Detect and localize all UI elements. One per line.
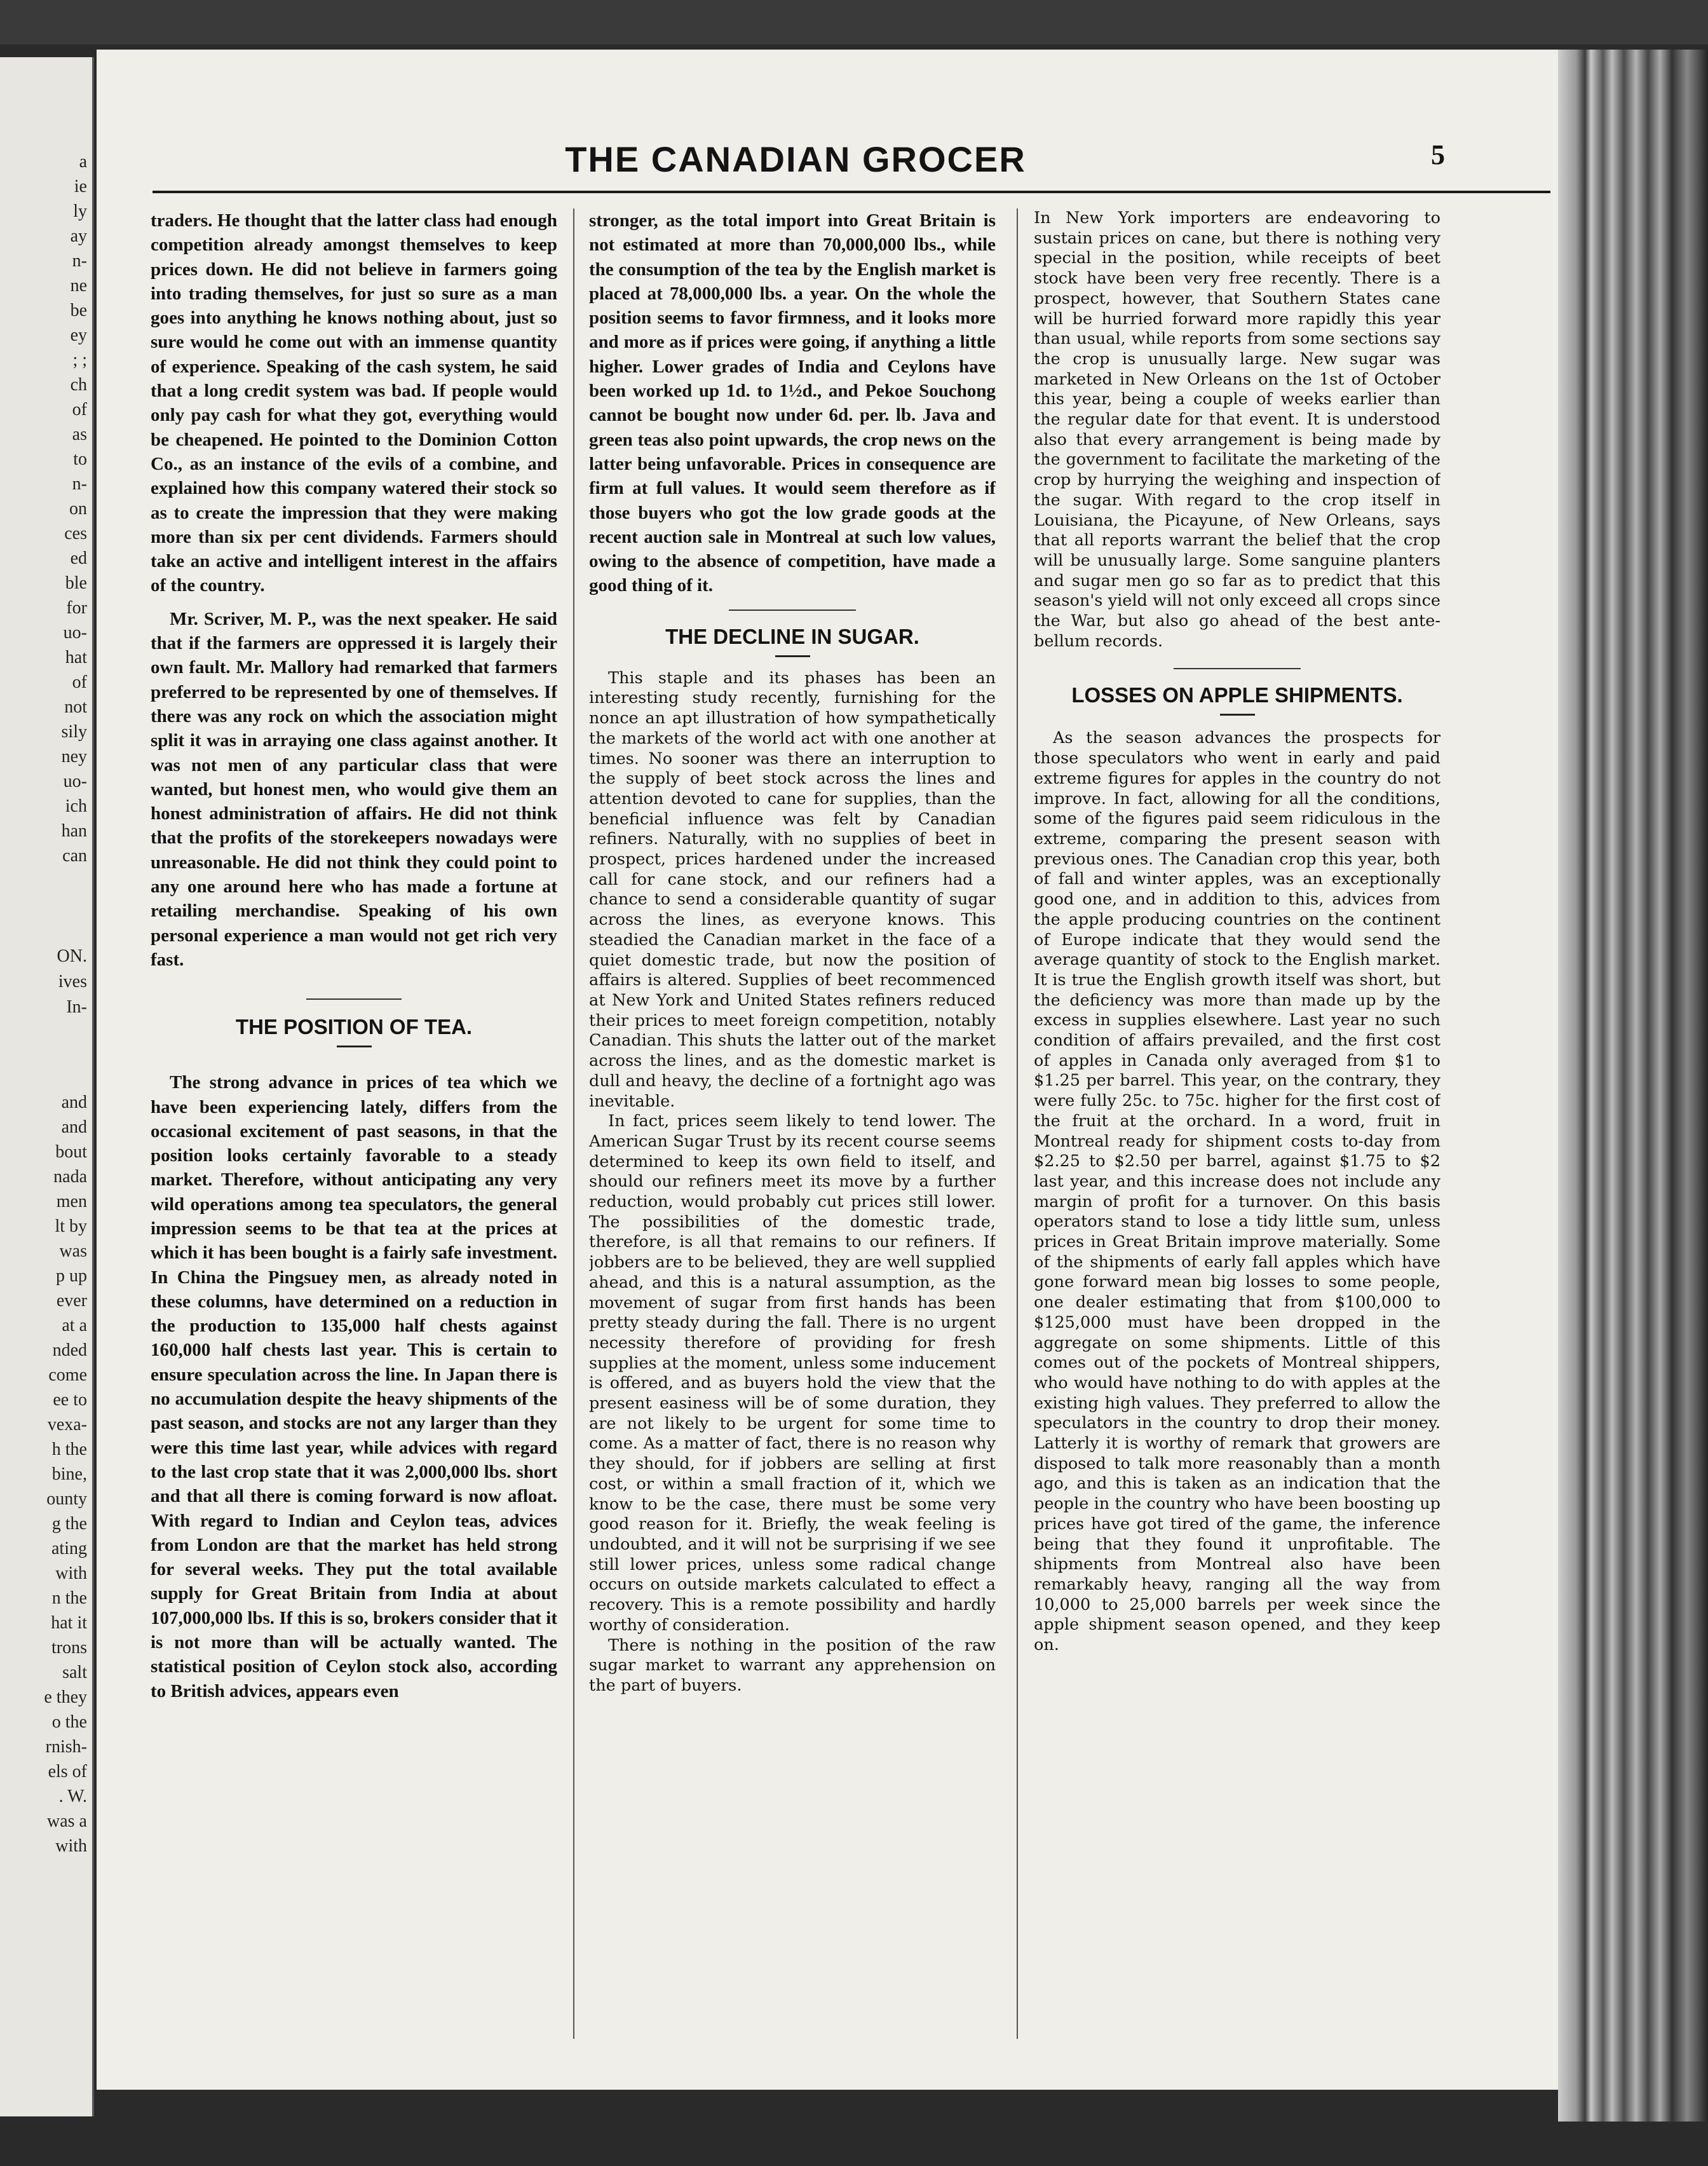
section-divider bbox=[306, 998, 402, 1000]
prev-page-fragment: can bbox=[62, 846, 87, 866]
prev-page-fragment: ne bbox=[70, 276, 87, 296]
prev-page-fragment: uo- bbox=[63, 623, 87, 643]
section-divider bbox=[729, 610, 856, 611]
prev-page-fragment: ly bbox=[73, 201, 87, 221]
column-1 bbox=[151, 208, 557, 1703]
article-paragraph: In New York importers are endeavoring to sustain prices on cane, but there is nothing very special in the position, while receipts of beet stock have been very free recently. There is a prospect, however, that Southern States cane will be hurried forward more rapidly this year than usual, while reports from some sections say the crop is unusually large. New sugar was marketed in New Orleans on the 1st of October this year, being a couple of weeks earlier than the regular date for that event. It is understood also that every arrangement is being made by the government to facilitate the marketing of the crop by hurrying the weighing and inspection of the sugar. With regard to the crop itself in Louisiana, the Picayune, of New Orleans, says that all reports warrant the belief that the crop will be unusually large. Some sanguine planters and sugar men go so far as to predict that this season's yield will not only exceed all crops since the War, but also go ahead of the best ante-bellum records. bbox=[1034, 208, 1440, 651]
previous-page-edge bbox=[0, 57, 94, 2116]
prev-page-fragment: g the bbox=[51, 1514, 87, 1534]
prev-page-fragment: ces bbox=[64, 524, 87, 543]
prev-page-fragment: bine, bbox=[51, 1464, 87, 1484]
prev-page-fragment: els of bbox=[48, 1762, 87, 1781]
article-paragraph: This staple and its phases has been an interesting study recently, furnishing for the nonce an apt illustration of how sympathetically the markets of the world act with one another at times. No sooner was there an interruption to the supply of beet stock across the lines and attention devoted to cane for supplies, than the beneficial influence was felt by Canadian refiners. Naturally, with no supplies of beet in prospect, prices hardened under the increased call for cane stock, and our refiners had a chance to send a considerable quantity of sugar across the lines, as everyone knows. This steadied the Canadian market in the face of a quiet domestic trade, but now the position of affairs is altered. Supplies of beet recommenced at New York and United States refiners reduced their prices to meet foreign competition, notably Canadian. This shuts the latter out of the market across the lines, and as the domestic market is dull and heavy, the decline of a fortnight ago was inevitable. bbox=[589, 668, 996, 1111]
prev-page-fragment: n the bbox=[51, 1588, 87, 1608]
prev-page-fragment: nada bbox=[53, 1167, 87, 1187]
prev-page-fragment: trons bbox=[51, 1638, 87, 1658]
heading-rule bbox=[775, 655, 810, 657]
prev-page-fragment: ie bbox=[74, 177, 87, 196]
prev-page-fragment: nded bbox=[52, 1340, 87, 1360]
prev-page-fragment: n- bbox=[72, 474, 87, 494]
heading-decline-in-sugar: THE DECLINE IN SUGAR. bbox=[665, 624, 919, 648]
prev-page-fragment: lt by bbox=[55, 1216, 87, 1236]
article-paragraph: There is nothing in the position of the raw sugar market to warrant any apprehension on the part of buyers. bbox=[589, 1635, 996, 1695]
prev-page-fragment: was bbox=[59, 1241, 87, 1261]
article-paragraph: In fact, prices seem likely to tend lower. The American Sugar Trust by its recent course seems determined to keep its own field to itself, and should our refiners meet its move by a further reduction, would probably cut prices still lower. The possibilities of the domestic trade, therefore, is all that remains to our refiners. If jobbers are to be believed, they are well supplied ahead, and this is a natural assumption, as the movement of sugar from first hands has been pretty steady during the fall. There is no urgent necessity therefore of providing for fresh supplies at the moment, unless some inducement is offered, and as buyers hold the view that the present easiness will be of some duration, they are not likely to be urgent for some time to come. As a matter of fact, there is no reason why they should, for if jobbers are selling at first cost, or within a small fraction of it, which we know to be the case, there must be some very good reason for it. Briefly, the weak feeling is undoubted, and it will not be surprising if we see still lower prices, unless some radical change occurs on outside markets calculated to effect a recovery. This is a remote possibility and hardly worthy of consideration. bbox=[589, 1112, 996, 1635]
prev-page-fragment: ey bbox=[70, 325, 87, 345]
prev-page-fragment: and bbox=[61, 1117, 87, 1137]
page-title: THE CANADIAN GROCER bbox=[565, 139, 1026, 179]
prev-page-fragment: hat it bbox=[51, 1613, 87, 1633]
prev-page-fragment: and bbox=[61, 1093, 87, 1112]
prev-page-fragment: h the bbox=[51, 1440, 87, 1459]
prev-page-fragment: ee to bbox=[53, 1390, 87, 1410]
article-paragraph: stronger, as the total import into Great Britain is not estimated at more than 70,000,000 lbs., while the consumption of the tea by the English market is placed at 78,000,000 lbs. a year. On the whole the position seems to favor firmness, and it looks more and more as if prices were going, if anything a little higher. Lower grades of India and Ceylons have been worked up 1d. to 1½d., and Pekoe Souchong cannot be bought now under 6d. per. lb. Java and green teas also point upwards, the crop news on the latter being unfavorable. Prices in consequence are firm at full values. It would seem therefore as if those buyers who got the low grade goods at the recent auction sale in Montreal at such low values, owing to the absence of competition, have made a good thing of it. bbox=[589, 210, 996, 596]
heading-position-of-tea: THE POSITION OF TEA. bbox=[235, 1015, 473, 1039]
prev-page-fragment: for bbox=[66, 598, 87, 618]
prev-page-fragment: rnish- bbox=[45, 1737, 87, 1757]
scan-background bbox=[0, 0, 1708, 44]
prev-page-fragment: sily bbox=[61, 722, 87, 742]
prev-page-fragment: uo- bbox=[63, 772, 87, 791]
prev-page-fragment: . W. bbox=[58, 1787, 87, 1806]
prev-page-fragment: o the bbox=[51, 1712, 87, 1732]
heading-rule bbox=[337, 1046, 372, 1047]
prev-page-fragment: ney bbox=[61, 747, 87, 766]
prev-page-fragment: with bbox=[55, 1563, 87, 1583]
newspaper-page bbox=[97, 50, 1558, 2090]
prev-page-fragment: In- bbox=[66, 997, 87, 1017]
prev-page-fragment: with bbox=[55, 1836, 87, 1856]
prev-page-fragment: e they bbox=[44, 1687, 87, 1707]
article-paragraph: The strong advance in prices of tea which we have been experiencing lately, differs from the occasional excitement of past seasons, in that the position looks certainly favorable to a steady market. Therefore, without anticipating any very wild operations among tea speculators, the general impression seems to be that tea at the prices at which it has been bought is a fairly safe investment. In China the Pingsuey men, as already noted in these columns, have determined on a reduction in the production to 135,000 half chests against 160,000 half chests last year. This is certain to ensure speculation across the line. In Japan there is no accumulation despite the heavy shipments of the past season, and stocks are not any larger than they were this time last year, while advices with regard to the last crop state that it was 2,000,000 lbs. short and that all there is coming forward is now afloat. With regard to Indian and Ceylon teas, advices from London are that the market has held strong for several weeks. They put the total available supply for Great Britain from India at about 107,000,000 lbs. If this is so, brokers consider that it is not more than will be actually wanted. The statistical position of Ceylon stock also, according to British advices, appears even bbox=[151, 1072, 557, 1701]
prev-page-fragment: ating bbox=[51, 1539, 87, 1558]
prev-page-fragment: vexa- bbox=[47, 1415, 87, 1434]
prev-page-fragment: come bbox=[48, 1365, 87, 1385]
column-divider bbox=[573, 208, 574, 2039]
prev-page-fragment: ON. bbox=[57, 946, 87, 966]
prev-page-fragment: ; ; bbox=[72, 350, 87, 370]
prev-page-fragment: a bbox=[79, 152, 87, 172]
column-2 bbox=[589, 208, 996, 1696]
prev-page-fragment: ble bbox=[65, 573, 87, 593]
prev-page-fragment: at a bbox=[62, 1316, 87, 1335]
prev-page-fragment: not bbox=[64, 697, 87, 717]
page-number: 5 bbox=[1431, 139, 1445, 170]
header-rule bbox=[152, 191, 1550, 193]
prev-page-fragment: ives bbox=[58, 972, 87, 991]
prev-page-fragment: as bbox=[72, 425, 87, 444]
prev-page-fragment: to bbox=[73, 449, 87, 469]
prev-page-fragment: ay bbox=[70, 226, 87, 246]
article-paragraph: As the season advances the prospects for those speculators who went in early and paid extreme figures for apples in the country do not improve. In fact, allowing for all the conditions, some of the figures paid seem ridiculous in the extreme, comparing the present season with previous ones. The Canadian crop this year, both of fall and winter apples, was an exceptionally good one, and in addition to this, advices from the apple producing countries on the continent of Europe indicate that they would send the average quantity of stock to the English market. It is true the English growth itself was short, but the deficiency was more than made up by the excess in supplies elsewhere. Last year no such condition of affairs prevailed, and the first cost of apples in Canada only averaged from $1 to $1.25 per barrel. This year, on the contrary, they were fully 25c. to 75c. higher for the first cost of the fruit at the orchard. In a word, fruit in Montreal ready for shipment costs to-day from $2.25 to $2.50 per barrel, against $1.75 to $2 last year, and this increase does not include any margin of profit for a turnover. On this basis operators stand to lose a tidy little sum, unless prices in Great Britain improve materially. Some of the shipments of early fall apples which have gone forward mean big losses to some people, one dealer estimating that from $100,000 to $125,000 must have been dropped in the aggregate on some shipments. Little of this comes out of the pockets of Montreal shippers, who would have nothing to do with apples at the existing high values. They preferred to allow the speculators in the country to drop their money. Latterly it is worthy of remark that growers are disposed to talk more reasonably than a month ago, and this is taken as an indication that the people in the country who have been boosting up prices have got tired of the game, the inference being that they found it unprofitable. The shipments from Montreal also have been remarkably heavy, ranging all the way from 10,000 to 25,000 barrels per week since the apple shipment season opened, and they keep on. bbox=[1034, 728, 1440, 1655]
heading-losses-on-apple-shipments: LOSSES ON APPLE SHIPMENTS. bbox=[1071, 683, 1403, 707]
prev-page-fragment: han bbox=[61, 821, 87, 841]
prev-page-fragment: ch bbox=[70, 375, 87, 395]
prev-page-fragment: of bbox=[72, 400, 87, 419]
column-3 bbox=[1034, 208, 1440, 1656]
prev-page-fragment: ed bbox=[70, 548, 87, 568]
column-divider bbox=[1017, 208, 1018, 2039]
prev-page-fragment: bout bbox=[55, 1142, 87, 1162]
prev-page-fragment: salt bbox=[62, 1663, 87, 1682]
prev-page-fragment: was a bbox=[47, 1811, 87, 1831]
prev-page-fragment: n- bbox=[72, 251, 87, 271]
prev-page-fragment: p up bbox=[56, 1266, 87, 1286]
prev-page-fragment: ich bbox=[65, 796, 87, 816]
heading-rule bbox=[1220, 714, 1255, 716]
prev-page-fragment: men bbox=[56, 1192, 87, 1211]
prev-page-fragment: hat bbox=[65, 648, 87, 667]
prev-page-fragment: of bbox=[72, 672, 87, 692]
book-spine-edge bbox=[1558, 50, 1708, 2122]
prev-page-fragment: ounty bbox=[46, 1489, 87, 1509]
article-paragraph: Mr. Scriver, M. P., was the next speaker. He said that if the farmers are oppressed it is largely their own fault. Mr. Mallory had remarked that farmers preferred to be represented by one of themselves. If there was any rock on which the association might split it was in arraying one class against another. It was not men of any particular class that were wanted, but honest men, who would give them an honest administration of affairs. He did not think that the profits of the storekeepers nowadays were unreasonable. He did not think they could point to any one around here who has made a fortune at retailing merchandise. Speaking of his own personal experience a man would not get rich very fast. bbox=[151, 608, 557, 970]
article-paragraph: traders. He thought that the latter class had enough competition already amongst themselves to keep prices down. He did not believe in farmers going into trading themselves, for just so sure as a man goes into anything he knows nothing about, just so sure would he come out with an immense quantity of experience. Speaking of the cash system, he said that a long credit system was bad. If people would only pay cash for what they got, everything would be cheapened. He pointed to the Dominion Cotton Co., as an instance of the evils of a combine, and explained how this company watered their stock so as to create the impression that they were making more than six per cent dividends. Farmers should take an active and intelligent interest in the affairs of the country. bbox=[151, 210, 557, 596]
section-divider bbox=[1174, 668, 1301, 669]
prev-page-fragment: be bbox=[70, 301, 87, 320]
prev-page-fragment: ever bbox=[56, 1291, 87, 1311]
prev-page-fragment: on bbox=[69, 499, 87, 519]
